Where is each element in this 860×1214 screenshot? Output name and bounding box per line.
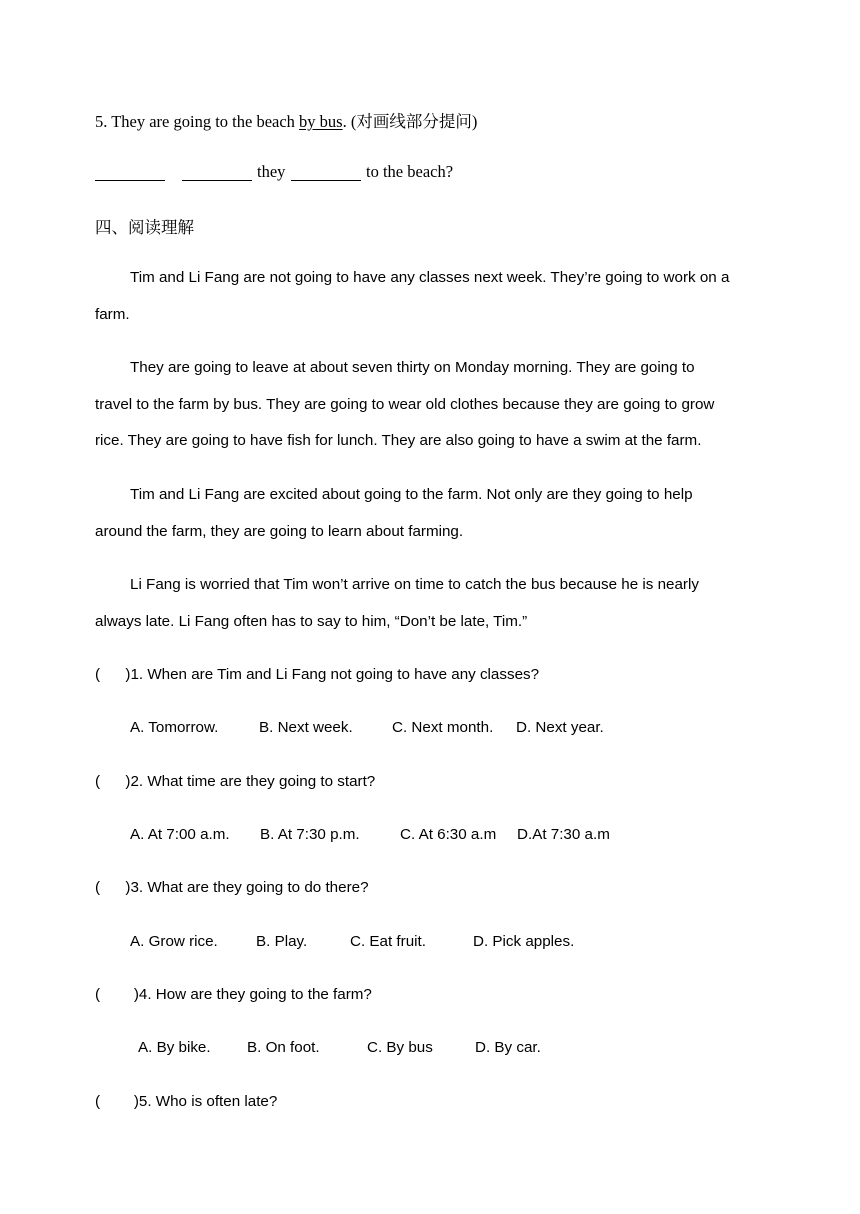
answer-bracket[interactable]: ( ) [95, 666, 131, 683]
option-b[interactable]: B. Next week. [259, 719, 353, 736]
question-5 [95, 1093, 277, 1110]
passage-p1-line1: Tim and Li Fang are not going to have any classes next week. They’re going to work on a [130, 269, 730, 286]
option-c[interactable]: C. By bus [367, 1039, 433, 1056]
section-title: 四、阅读理解 [95, 218, 194, 237]
passage-p4-line2: always late. Li Fang often has to say to him, “Don’t be late, Tim.” [95, 613, 528, 630]
answer-blank-3[interactable] [291, 179, 361, 181]
question-4 [95, 986, 372, 1003]
passage-p1-line2: farm. [95, 306, 130, 323]
option-b[interactable]: B. At 7:30 p.m. [260, 826, 360, 843]
passage-p4-line1: Li Fang is worried that Tim won’t arrive on time to catch the bus because he is nearly [130, 576, 699, 593]
passage-p2-line3: rice. They are going to have fish for lunch. They are also going to have a swim at the farm. [95, 432, 702, 449]
answer-blank-2[interactable] [182, 179, 252, 181]
option-a[interactable]: A. Tomorrow. [130, 719, 219, 736]
question-1-options [0, 719, 860, 741]
passage-p2-line2: travel to the farm by bus. They are going to wear old clothes because they are going to grow [95, 396, 715, 413]
option-d[interactable]: D. Next year. [516, 719, 604, 736]
question-text: 1. When are Tim and Li Fang not going to have any classes? [130, 666, 540, 683]
question-text: 4. How are they going to the farm? [138, 986, 372, 1003]
option-c[interactable]: C. At 6:30 a.m [400, 826, 497, 843]
passage-p2-line1: They are going to leave at about seven thirty on Monday morning. They are going to [130, 359, 695, 376]
question-4-options [0, 1039, 860, 1061]
option-c[interactable]: C. Next month. [392, 719, 494, 736]
answer-bracket[interactable]: ( ) [95, 1093, 139, 1110]
option-b[interactable]: B. On foot. [247, 1039, 320, 1056]
option-d[interactable]: D.At 7:30 a.m [517, 826, 610, 843]
question-3-options [0, 933, 860, 955]
option-a[interactable]: A. By bike. [138, 1039, 211, 1056]
option-b[interactable]: B. Play. [256, 933, 308, 950]
question-text: 3. What are they going to do there? [130, 879, 369, 896]
answer-bracket[interactable]: ( ) [95, 986, 139, 1003]
option-a[interactable]: A. Grow rice. [130, 933, 218, 950]
q5-answer-line [95, 162, 495, 184]
option-c[interactable]: C. Eat fruit. [350, 933, 426, 950]
q5-underlined-phrase: by bus [299, 112, 343, 131]
passage-p3-line1: Tim and Li Fang are excited about going to the farm. Not only are they going to help [130, 486, 693, 503]
option-a[interactable]: A. At 7:00 a.m. [130, 826, 230, 843]
question-text: 5. Who is often late? [138, 1093, 278, 1110]
answer-blank-1[interactable] [95, 179, 165, 181]
passage-p3-line2: around the farm, they are going to learn about farming. [95, 523, 464, 540]
q5-prompt [95, 108, 477, 132]
answer-bracket[interactable]: ( ) [95, 879, 131, 896]
answer-word-they: they [257, 162, 286, 181]
option-d[interactable]: D. By car. [475, 1039, 541, 1056]
answer-tail: to the beach? [366, 162, 454, 181]
question-text: 2. What time are they going to start? [130, 773, 376, 790]
answer-bracket[interactable]: ( ) [95, 773, 131, 790]
question-3 [95, 879, 369, 896]
question-2-options [0, 826, 860, 848]
q5-instruction: . (对画线部分提问) [342, 112, 478, 131]
option-d[interactable]: D. Pick apples. [473, 933, 575, 950]
question-1 [95, 666, 539, 683]
question-2 [95, 773, 375, 790]
q5-prefix: 5. They are going to the beach [95, 112, 300, 131]
